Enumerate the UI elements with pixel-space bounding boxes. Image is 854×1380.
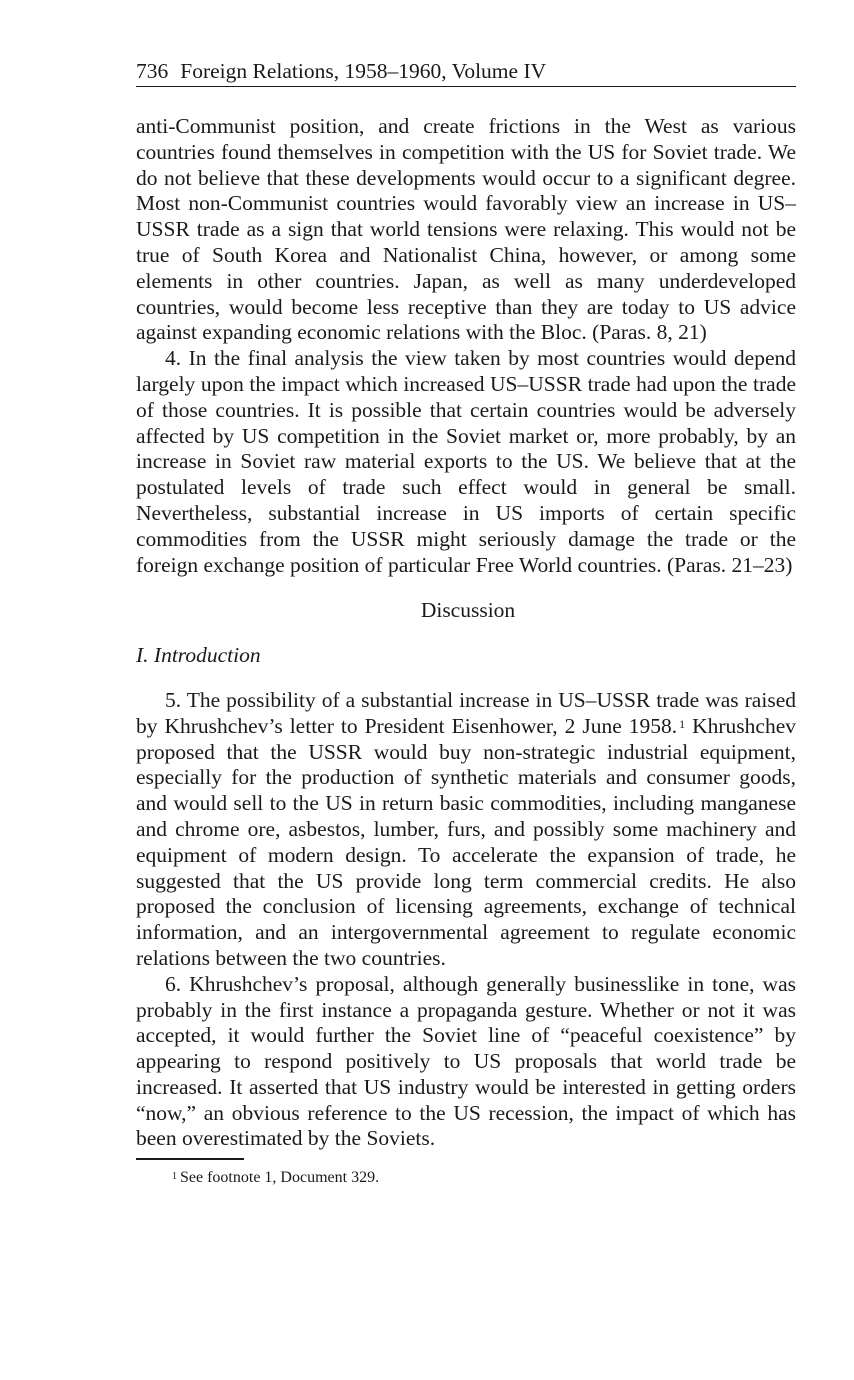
body-text <box>136 114 796 1152</box>
footnote <box>136 1168 796 1188</box>
footnote-text: See footnote 1, Document 329. <box>180 1169 380 1187</box>
paragraph-5-part-b: Khrushchev proposed that the USSR would buy non-strategic industrial equipment, especially for the production of synthetic materials and consumer goods, and would sell to the US in return basic commodities, including manganese and chrome ore, asbestos, lumber, furs, and possibly some machinery and equipment of modern design. To accelerate the expansion of trade, he suggested that the US provide long term commercial credits. He also proposed the conclusion of licensing agreements, exchange of technical information, and an intergovernmental agreement to regulate economic relations between the two countries. <box>136 713 796 970</box>
running-header <box>136 56 796 87</box>
document-page <box>136 56 796 1188</box>
paragraph-5-part-a: 5. The possibility of a substantial increase in US–USSR trade was raised by Khrushchev’s letter to President Eisenhower, 2 June 1958. <box>136 687 796 738</box>
page-number: 736 <box>136 59 169 83</box>
paragraph-6: 6. Khrushchev’s proposal, although generally businesslike in tone, was probably in the first instance a propaganda gesture. Whether or not it was accepted, it would further the Soviet line of “peaceful coexistence” by appearing to respond positively to US proposals that world trade be increased. It asserted that US industry would be interested in getting orders “now,” an obvious reference to the US recession, the impact of which has been overestimated by the Soviets. <box>136 971 796 1151</box>
section-heading-introduction: I. Introduction <box>136 643 261 668</box>
running-title: Foreign Relations, 1958–1960, Volume IV <box>180 59 547 83</box>
footnote-reference[interactable]: 1 <box>679 716 686 731</box>
paragraph-4: 4. In the final analysis the view taken by most countries would depend largely upon the impact which increased US–USSR trade had upon the trade of those countries. It is possible that certain countries would be adversely affected by US competition in the Soviet market or, more probably, by an increase in Soviet raw material exports to the US. We believe that at the postulated levels of trade such effect would in general be small. Nevertheless, substantial increase in US imports of certain specific commodities from the USSR might seriously damage the trade or the foreign exchange position of particular Free World countries. (Paras. 21–23) <box>136 346 796 577</box>
footnote-marker: 1 <box>172 1171 177 1183</box>
paragraph-5 <box>136 688 796 972</box>
paragraph-continued: anti-Communist position, and create frictions in the West as various countries found themselves in competition with the US for Soviet trade. We do not believe that these developments would occur to a significant degree. Most non-Communist countries would favorably view an increase in US–USSR trade as a sign that world tensions were relaxing. This would not be true of South Korea and Nationalist China, however, or among some elements in other countries. Japan, as well as many underdeveloped countries, would become less receptive than they are today to US advice against expanding economic relations with the Bloc. (Paras. 8, 21) <box>136 114 796 345</box>
discussion-heading: Discussion <box>420 598 516 623</box>
footnote-divider <box>136 1158 244 1160</box>
